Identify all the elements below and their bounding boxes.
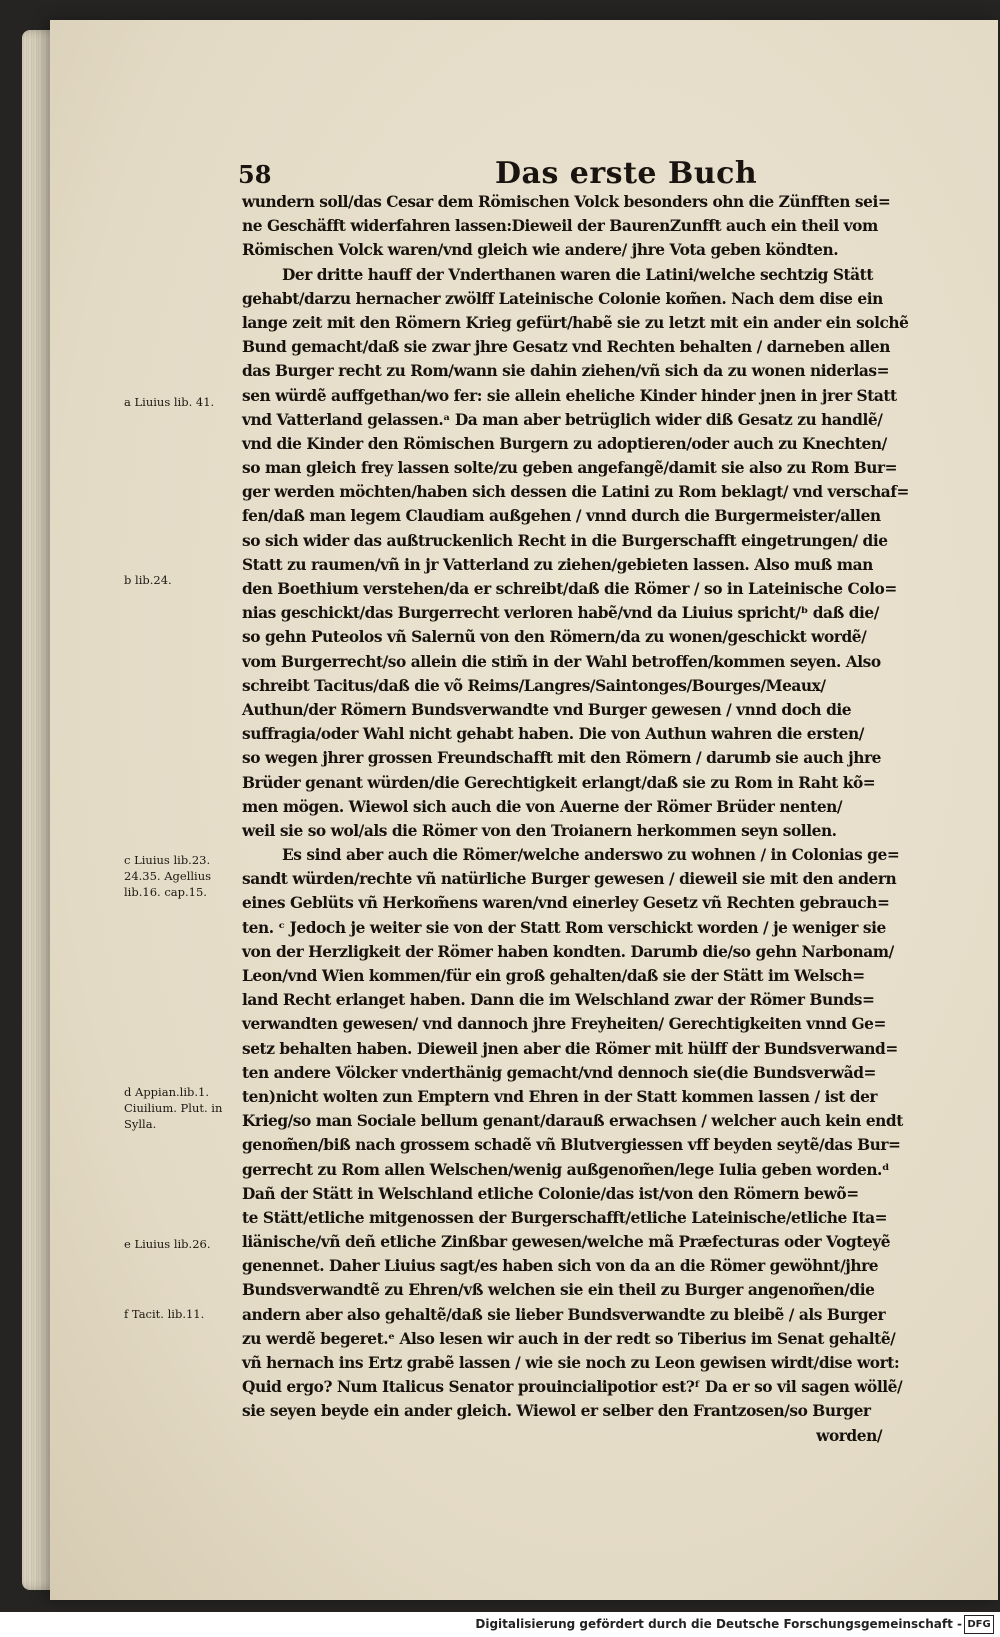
text-line: te Stätt/etliche mitgenossen der Burgerschafft/etliche Lateinische/etliche Ita= bbox=[242, 1208, 888, 1227]
text-line: Quid ergo? Num Italicus Senator prouincialipotior est?ᶠ Da er so vil sagen wöllẽ/ bbox=[242, 1378, 903, 1397]
text-line: sen würdẽ auffgethan/wo fer: sie allein eheliche Kinder hinder jnen in jrer Statt bbox=[242, 386, 897, 405]
text-line: ten andere Völcker vnderthänig gemacht/vnd dennoch sie(die Bundsverwãd= bbox=[242, 1063, 876, 1082]
text-line: Es sind aber auch die Römer/welche anderswo zu wohnen / in Colonias ge= bbox=[282, 846, 900, 865]
book-page bbox=[50, 20, 998, 1600]
dfg-logo-icon: DFG bbox=[964, 1615, 994, 1634]
text-line: Leon/vnd Wien kommen/für ein groß gehalten/daß sie der Stätt im Welsch= bbox=[242, 967, 865, 985]
margin-note-f: f Tacit. lib.11. bbox=[124, 1307, 205, 1321]
text-line: eines Geblüts vñ Herkom̃ens waren/vnd einerley Gesetz vñ Rechten gebrauch= bbox=[242, 894, 890, 913]
body-text bbox=[242, 190, 909, 1448]
text-line: genom̃en/biß nach grossem schadẽ vñ Blutvergiessen vff beyden seytẽ/das Bur= bbox=[242, 1136, 901, 1155]
text-line: zu werdẽ begeret.ᵉ Also lesen wir auch in der redt so Tiberius im Senat gehaltẽ/ bbox=[242, 1329, 896, 1348]
text-line: vnd Vatterland gelassen.ᵃ Da man aber betrüglich wider diß Gesatz zu handlẽ/ bbox=[242, 410, 883, 429]
text-line: setz behalten haben. Dieweil jnen aber die Römer mit hülff der Bundsverwand= bbox=[242, 1039, 898, 1058]
text-line: worden/ bbox=[816, 1426, 882, 1445]
margin-note-c: c Liuius lib.23. 24.35. Agellius lib.16. cap.15. bbox=[124, 853, 212, 899]
text-line: das Burger recht zu Rom/wann sie dahin ziehen/vñ sich da zu wonen niderlas= bbox=[242, 362, 890, 381]
text-line: nias geschickt/das Burgerrecht verloren habẽ/vnd da Liuius spricht/ᵇ daß die/ bbox=[242, 604, 879, 623]
text-line: sie seyen beyde ein ander gleich. Wiewol er selber den Frantzosen/so Burger bbox=[242, 1402, 871, 1421]
text-line: lange zeit mit den Römern Krieg gefürt/habẽ sie zu letzt mit ein ander ein solchẽ bbox=[242, 313, 909, 332]
text-line: Römischen Volck waren/vnd gleich wie andere/ jhre Vota geben köndten. bbox=[242, 241, 839, 260]
text-line: genennet. Daher Liuius sagt/es haben sich von da an die Römer gewöhnt/jhre bbox=[242, 1257, 879, 1276]
text-line: ten)nicht wolten zun Emptern vnd Ehren in der Statt kommen lassen / ist der bbox=[242, 1087, 878, 1106]
text-line: suffragia/oder Wahl nicht gehabt haben. Die von Authun wahren die ersten/ bbox=[242, 725, 864, 744]
margin-note-a: a Liuius lib. 41. bbox=[124, 395, 215, 409]
text-line: men mögen. Wiewol sich auch die von Auerne der Römer Brüder nenten/ bbox=[242, 797, 843, 816]
text-line: Statt zu raumen/vñ in jr Vatterland zu ziehen/gebieten lassen. Also muß man bbox=[242, 555, 873, 574]
text-line: ten. ᶜ Jedoch je weiter sie von der Statt Rom verschickt worden / je weniger sie bbox=[242, 918, 886, 937]
text-line: den Boethium verstehen/da er schreibt/daß die Römer / so in Lateinische Colo= bbox=[242, 580, 897, 598]
text-line: sandt würden/rechte vñ natürliche Burger gewesen / dieweil sie mit den andern bbox=[242, 870, 897, 889]
text-line: schreibt Tacitus/daß die võ Reims/Langres/Saintonges/Bourges/Meaux/ bbox=[242, 676, 826, 695]
text-line: so gehn Puteolos vñ Salernũ von den Römern/da zu wonen/geschickt wordẽ/ bbox=[242, 628, 867, 647]
text-line: Krieg/so man Sociale bellum genant/darauß erwachsen / welcher auch kein endt bbox=[242, 1112, 903, 1131]
text-line: gerrecht zu Rom allen Welschen/wenig außgenom̃en/lege Iulia geben worden.ᵈ bbox=[242, 1160, 890, 1179]
page-header bbox=[50, 152, 998, 192]
text-line: fen/daß man legem Claudiam außgehen / vnnd durch die Burgermeister/allen bbox=[242, 507, 881, 526]
text-line: so wegen jhrer grossen Freundschafft mit den Römern / darumb sie auch jhre bbox=[242, 749, 881, 768]
text-line: ger werden möchten/haben sich dessen die Latini zu Rom beklagt/ vnd verschaf= bbox=[242, 483, 909, 502]
text-line: wundern soll/das Cesar dem Römischen Volck besonders ohn die Zünfften sei= bbox=[242, 193, 891, 211]
text-line: vñ hernach ins Ertz grabẽ lassen / wie sie noch zu Leon gewisen wirdt/dise wort: bbox=[242, 1354, 900, 1372]
text-line: Brüder genant würden/die Gerechtigkeit erlangt/daß sie zu Rom in Raht kõ= bbox=[242, 773, 876, 792]
text-line: Der dritte hauff der Vnderthanen waren die Latini/welche sechtzig Stätt bbox=[282, 265, 873, 284]
footer-credit: Digitalisierung gefördert durch die Deutsche Forschungsgemeinschaft - bbox=[475, 1617, 962, 1631]
running-title: Das erste Buch bbox=[495, 156, 758, 191]
text-line: vnd die Kinder den Römischen Burgern zu adoptieren/oder auch zu Knechten/ bbox=[242, 434, 887, 453]
margin-note-d: d Appian.lib.1. Ciuilium. Plut. in Sylla. bbox=[124, 1085, 223, 1131]
text-line: gehabt/darzu hernacher zwölff Lateinische Colonie kom̃en. Nach dem dise ein bbox=[242, 289, 883, 308]
text-line: ne Geschäfft widerfahren lassen:Dieweil der BaurenZunfft auch ein theil vom bbox=[242, 217, 878, 236]
text-line: Bundsverwandtẽ zu Ehren/vß welchen sie ein theil zu Burger angenom̃en/die bbox=[242, 1281, 875, 1300]
margin-note-e: e Liuius lib.26. bbox=[124, 1237, 211, 1251]
text-line: vom Burgerrecht/so allein die stim̃ in der Wahl betroffen/kommen seyen. Also bbox=[242, 652, 881, 671]
margin-note-b: b lib.24. bbox=[124, 573, 172, 587]
text-line: verwandten gewesen/ vnd dannoch jhre Freyheiten/ Gerechtigkeiten vnnd Ge= bbox=[242, 1015, 886, 1034]
text-line: Bund gemacht/daß sie zwar jhre Gesatz vnd Rechten behalten / darneben allen bbox=[242, 338, 890, 357]
text-line: liänische/vñ deñ etliche Zinßbar gewesen/welche mã Præfecturas oder Vogteyẽ bbox=[242, 1233, 891, 1252]
text-line: weil sie so wol/als die Römer von den Troianern herkommen seyn sollen. bbox=[242, 821, 837, 840]
page-number: 58 bbox=[238, 160, 272, 189]
text-line: Authun/der Römern Bundsverwandte vnd Burger gewesen / vnnd doch die bbox=[242, 700, 852, 719]
text-line: andern aber also gehaltẽ/daß sie lieber Bundsverwandte zu bleibẽ / als Burger bbox=[242, 1305, 886, 1324]
text-line: land Recht erlanget haben. Dann die im Welschland zwar der Römer Bunds= bbox=[242, 991, 875, 1010]
digitization-footer bbox=[0, 1612, 1000, 1637]
text-line: von der Herzligkeit der Römer haben kondten. Darumb die/so gehn Narbonam/ bbox=[242, 942, 894, 961]
text-line: so man gleich frey lassen solte/zu geben angefangẽ/damit sie also zu Rom Bur= bbox=[242, 459, 898, 478]
text-line: Dañ der Stätt in Welschland etliche Colonie/das ist/von den Römern bewõ= bbox=[242, 1184, 859, 1203]
text-line: so sich wider das außtruckenlich Recht in die Burgerschafft eingetrungen/ die bbox=[242, 531, 888, 550]
